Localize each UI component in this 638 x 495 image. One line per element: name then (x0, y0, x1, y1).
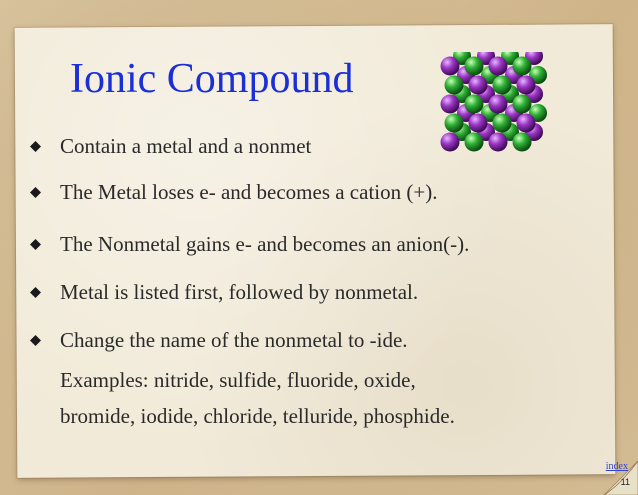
anion-sphere (513, 133, 532, 152)
anion-sphere (445, 76, 464, 95)
page-number: 11 (620, 477, 630, 487)
anion-sphere (513, 95, 532, 114)
examples-line: bromide, iodide, chloride, telluride, phosphide. (60, 404, 455, 428)
bullet-marker-icon (30, 239, 41, 250)
bullet-marker-icon (30, 335, 41, 346)
crystal-lattice-image (440, 52, 560, 164)
anion-sphere (493, 114, 512, 133)
cation-sphere (441, 57, 460, 76)
bullet-marker-icon (30, 187, 41, 198)
cation-sphere (489, 133, 508, 152)
cation-sphere (489, 95, 508, 114)
cation-sphere (469, 114, 488, 133)
cation-sphere (489, 57, 508, 76)
index-link[interactable]: index (605, 461, 628, 472)
slide-title: Ionic Compound (70, 56, 354, 102)
anion-sphere (465, 133, 484, 152)
cation-sphere (469, 76, 488, 95)
bullet-marker-icon (30, 141, 41, 152)
anion-sphere (465, 57, 484, 76)
cation-sphere (441, 95, 460, 114)
bullet-text: Contain a metal and a nonmet (60, 134, 312, 158)
cation-sphere (441, 133, 460, 152)
bullet-text: The Metal loses e- and becomes a cation (+). (60, 180, 438, 204)
bullet-text: Metal is listed first, followed by nonmetal. (60, 280, 419, 304)
anion-sphere (445, 114, 464, 133)
anion-sphere (513, 57, 532, 76)
bullet-text: Change the name of the nonmetal to -ide. (60, 328, 408, 352)
cation-sphere (517, 76, 536, 95)
anion-sphere (493, 76, 512, 95)
bullet-marker-icon (30, 287, 41, 298)
cation-sphere (517, 114, 536, 133)
anion-sphere (465, 95, 484, 114)
bullet-text: The Nonmetal gains e- and becomes an anion(-). (60, 232, 470, 256)
examples-line: Examples: nitride, sulfide, fluoride, oxide, (60, 368, 416, 392)
